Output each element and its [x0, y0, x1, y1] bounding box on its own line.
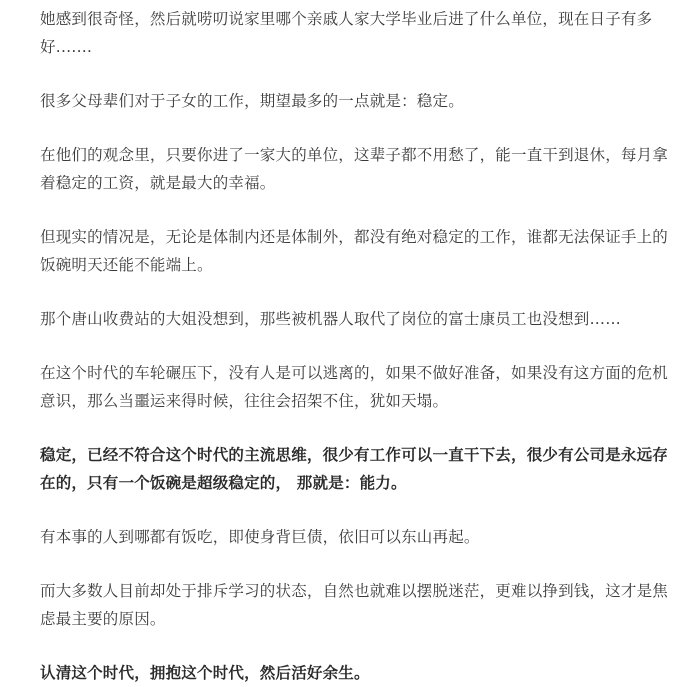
- paragraph-reality: 但现实的情况是，无论是体制内还是体制外，都没有绝对稳定的工作，谁都无法保证手上的饭碗明天还能不能端上。: [40, 228, 669, 274]
- paragraph-anxiety-reason: 而大多数人目前却处于排斥学习的状态，自然也就难以摆脱迷茫，更难以挣到钱，这才是焦虑最主要的原因。: [40, 582, 669, 628]
- article-body: [40, 0, 680, 687]
- paragraph-ability-emphasis: 稳定，已经不符合这个时代的主流思维，很少有工作可以一直干下去，很少有公司是永远存在的，只有一个饭碗是超级稳定的， 那就是：能力。: [40, 446, 669, 492]
- paragraph-parents-expectation: 很多父母辈们对于子女的工作，期望最多的一点就是：稳定。: [40, 92, 464, 110]
- paragraph-conclusion: 认清这个时代，拥抱这个时代，然后活好余生。: [40, 664, 370, 682]
- paragraph-parents-view: 在他们的观念里，只要你进了一家大的单位，这辈子都不用愁了，能一直干到退休，每月拿着稳定的工资，就是最大的幸福。: [40, 146, 669, 192]
- paragraph-capable-people: 有本事的人到哪都有饭吃，即使身背巨债，依旧可以东山再起。: [40, 528, 480, 546]
- paragraph-examples: 那个唐山收费站的大姐没想到，那些被机器人取代了岗位的富士康员工也没想到……: [40, 310, 621, 328]
- paragraph-crisis-awareness: 在这个时代的车轮碾压下，没有人是可以逃离的，如果不做好准备，如果没有这方面的危机意识，那么当噩运来得时候，往往会招架不住，犹如天塌。: [40, 364, 669, 410]
- paragraph-relative-story: 她感到很奇怪，然后就唠叨说家里哪个亲戚人家大学毕业后进了什么单位，现在日子有多好.……: [40, 10, 653, 56]
